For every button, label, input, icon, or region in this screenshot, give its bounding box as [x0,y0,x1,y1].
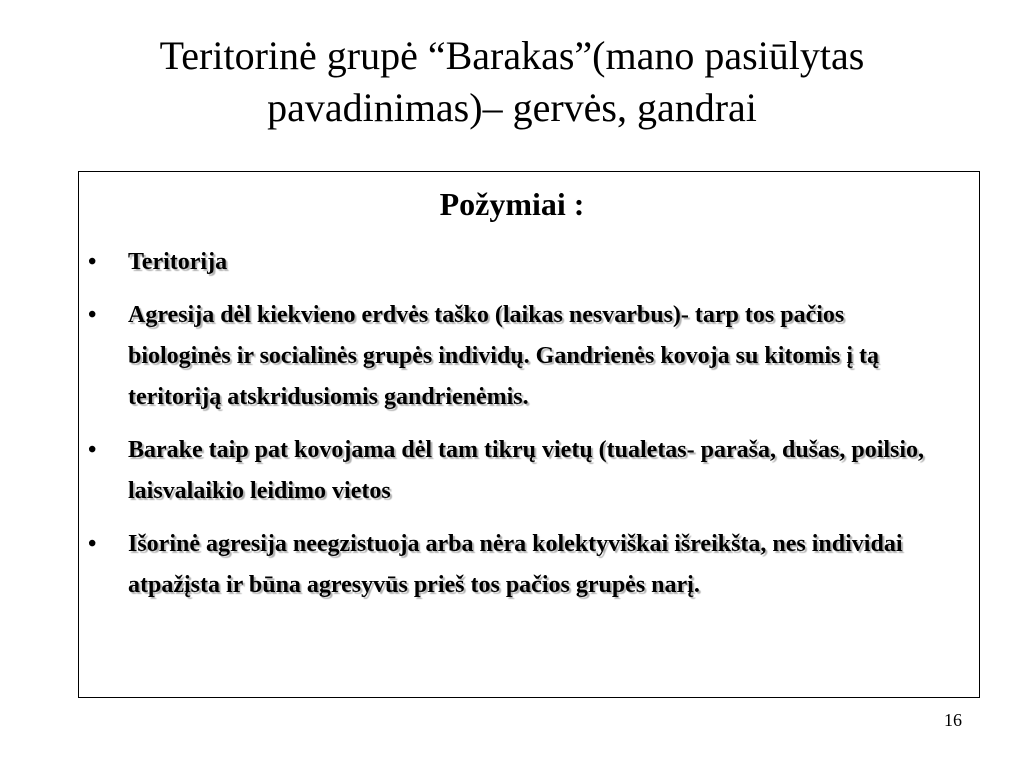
slide-title [60,30,964,134]
bullet-text: Teritorija [128,249,228,275]
bullet-list [88,242,948,618]
bullet-icon: • [88,531,97,557]
bullet-text: Išorinė agresija neegzistuoja arba nėra kolektyviškai išreikšta, nes individai atpažįsta ir būna agresyvūs prieš tos pačios grupės narį. [128,531,903,598]
list-item [88,430,948,512]
bullet-text: Barake taip pat kovojama dėl tam tikrų vietų (tualetas- paraša, dušas, poilsio, laisvalaikio leidimo vietos [128,437,925,504]
list-item [88,524,948,606]
slide-title-line-2: pavadinimas)– gervės, gandrai [267,85,757,130]
bullet-icon: • [88,249,97,275]
bullet-icon: • [88,437,97,463]
page-number: 16 [944,710,962,730]
box-heading: Požymiai : [439,186,585,222]
list-item [88,295,948,418]
bullet-icon: • [88,302,97,328]
list-item [88,242,948,283]
bullet-text: Agresija dėl kiekvieno erdvės taško (laikas nesvarbus)- tarp tos pačios biologinės ir socialinės grupės individų. Gandrienės kovoja su kitomis į tą teritoriją atskridusiomis gandrienėmis. [128,302,880,410]
slide-title-line-1: Teritorinė grupė “Barakas”(mano pasiūlytas [159,33,865,78]
